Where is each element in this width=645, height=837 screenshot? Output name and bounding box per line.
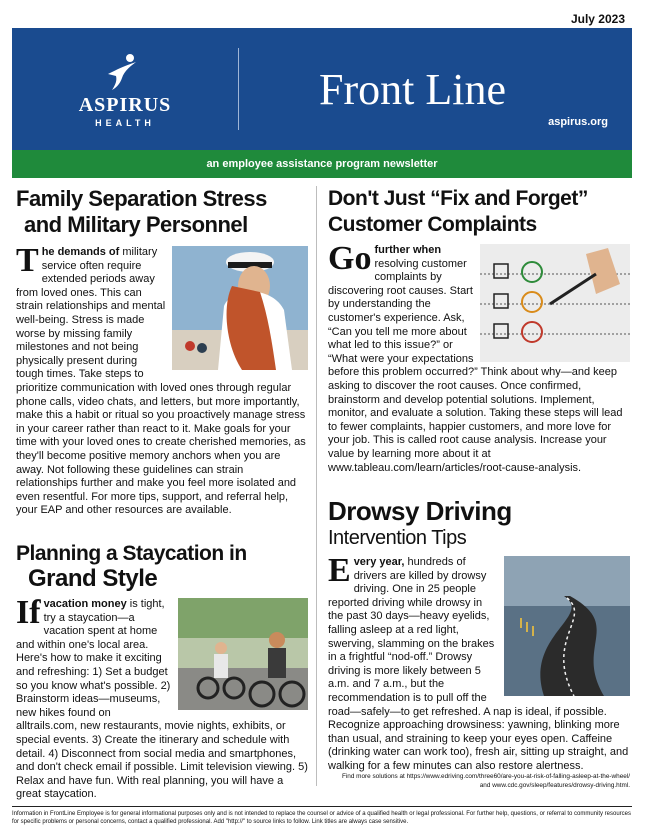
article-subtitle: Intervention Tips [328,527,467,549]
article-body: Go further when resolving customer complaints by discovering root causes. Start by understanding the customer's experience. Ask, “Can you tell me more about what led to this issue?” or “What were your expectations before this problem occurred?” Think about why—and keep asking to discover the root causes. Once confirmed, brainstorm and develop potential solutions. Implement, monitor, and evaluate a solution. Taking these steps will lead to fewer complaints, happier customers, and more love for your job. This is called root cause analysis. Increase your value by learning more about it at www.tableau.com/learn/articles/root-cause-analysis. [328,244,630,475]
article-body: Every year, hundreds of drivers are killed by drowsy driving. One in 25 people reported driving while drowsy in the past 30 days—heavy eyelids, falling asleep at a red light, swerving, slamming on the brakes in a frightful “nod-off.” Drowsy driving is more likely between 5 a.m. and 7 a.m., but the recommendation is to pull off the road—safely—to get refreshed. A nap is ideal, if possible. Recognize approaching drowsiness: yawning, blinking more than usual, and straining to keep your eyes open. Caffeine (drinking water can work too), fresh air, sitting up straight, and walking for a few minutes can also restore alertness. [328,552,629,772]
article-staycation [16,541,308,802]
dropcap: If [16,594,41,631]
dropcap: E [328,552,351,589]
tagline-bar: an employee assistance program newsletter [12,150,632,178]
article-drowsy [328,496,630,774]
aspirus-logo [60,52,190,132]
cyclists-photo [178,598,308,710]
sources [330,772,630,790]
dropcap: T [16,242,39,279]
smiley-checklist-photo [480,244,630,362]
military-embrace-photo [172,246,308,370]
brand-sub: HEALTH [95,118,155,128]
masthead-divider [238,48,239,130]
dropcap: Go [328,240,372,277]
winding-road-photo [504,556,630,696]
issue-date: July 2023 [570,12,625,26]
article-title: Don't Just “Fix and Forget” Customer Complaints [328,187,588,236]
site-url[interactable]: aspirus.org [548,116,608,128]
source-link-2[interactable]: and www.cdc.gov/sleep/features/drowsy-driving.html. [479,782,630,789]
newsletter-title: Front Line [319,65,506,114]
article-title: Drowsy Driving [328,496,512,526]
column-divider [316,186,317,786]
article-complaints [328,186,630,475]
masthead [12,28,632,150]
article-body: The demands of military service often require extended periods away from loved ones. This can strain relationships and mental well-being. Stress is made worse by missing family milestones and not being physically present during tough times. Take steps to prioritize communication with loved ones through regular phone calls, video chats, and letters, but more importantly, make this a habit or ritual so you proactively manage stress in your career rather than react to it. Make goals for your time with your loved ones to create cherished memories, as they'll become positive memory anchors when you are away. Not following these guidelines can strain relationships further and make you feel more isolated and even resentful. For more tips, support, and referral help, your EAP and other resources are available. [16,246,308,518]
article-title: Planning a Staycation in Grand Style [16,542,247,592]
footer-rule [12,806,632,807]
article-family [16,186,308,518]
disclaimer: Information in FrontLine Employee is for general informational purposes only and is not intended to replace the counsel or advice of a qualified health or legal professional. For further help, questions, or referral to community resources for specific problems or personal concerns, contact a qualified professional. Add "http://" to source links to follow. Link titles are always case sensitive. [12,811,632,825]
article-body: If vacation money is tight, try a staycation—a vacation spent at home and within one's local area. Here's how to make it exciting and refreshing: 1) Set a budget so you know what's possible. 2) Brainstorm ideas—museums, new hikes found on alltrails.com, new restaurants, movie nights, exhibits, or special events. 3) Create the itinerary and schedule with detail. 4) Disconnect from social media and smartphones, and don't check email if possible. Limit television viewing. 5) Relax and have fun. With real planning, you will have a great staycation. [16,594,308,801]
source-link-1[interactable]: Find more solutions at https://www.edriving.com/three60/are-you-at-risk-of-falling-asleep-at-the-wheel/ [341,773,630,780]
brand-name: ASPIRUS [78,94,172,116]
aspirus-figure-icon [102,52,142,92]
article-title: Family Separation Stress and Military Personnel [16,186,267,237]
